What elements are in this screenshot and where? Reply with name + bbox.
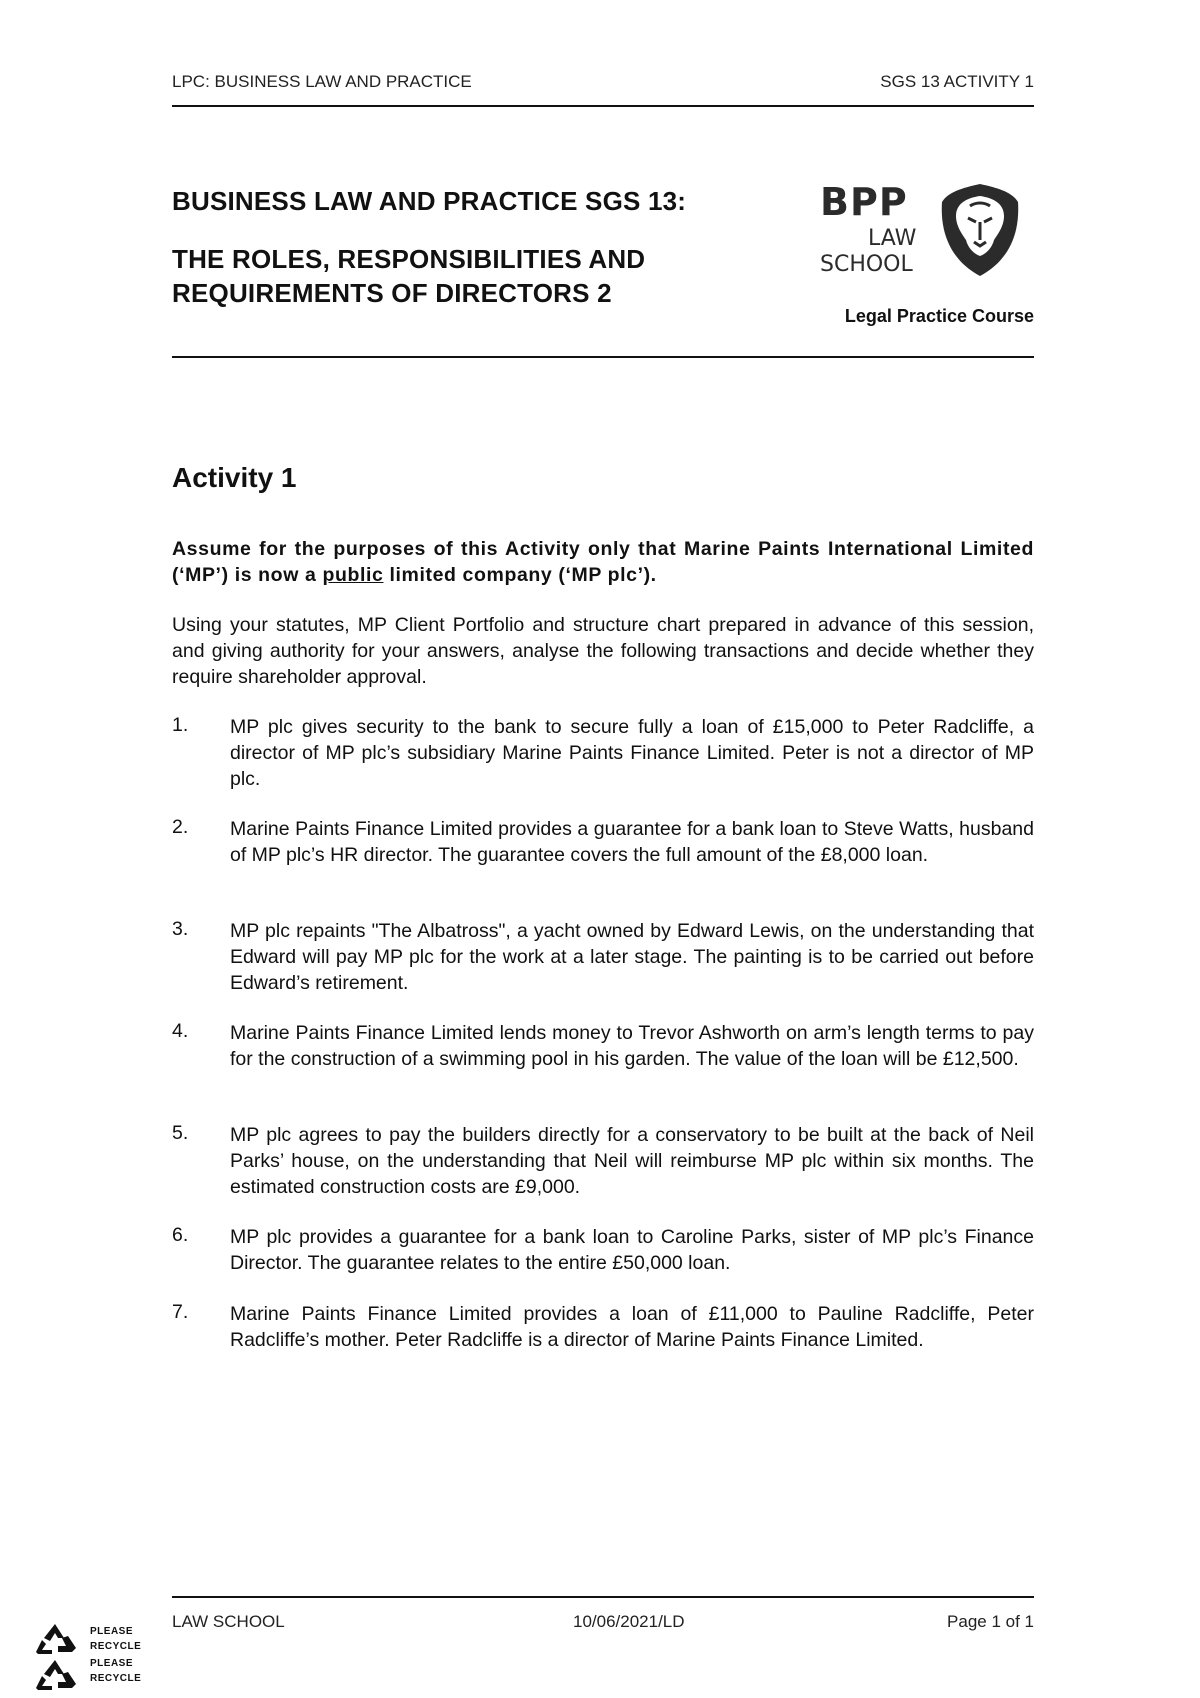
recycle-icon <box>32 1658 78 1692</box>
header-left: LPC: BUSINESS LAW AND PRACTICE <box>172 72 472 91</box>
recycle-text-3: PLEASE <box>90 1658 134 1669</box>
item-number: 2. <box>172 816 189 838</box>
header-right: SGS 13 ACTIVITY 1 <box>880 72 1034 91</box>
item-text: MP plc provides a guarantee for a bank loan to Caroline Parks, sister of MP plc’s Finance Director. The guarantee relates to the entire £50,000 loan. <box>230 1226 1034 1274</box>
title-line-2: THE ROLES, RESPONSIBILITIES AND <box>172 244 646 274</box>
intro-part-a: Assume for the purposes of this Activity only that Marine Paints International Limited (‘MP’) is now a <box>172 538 1034 586</box>
footer-left: LAW SCHOOL <box>172 1612 285 1631</box>
activity-instructions: Using your statutes, MP Client Portfolio and structure chart prepared in advance of this session, and giving authority for your answers, analyse the following transactions and decide whether they require shareholder approval. <box>172 614 1034 688</box>
intro-public: public <box>322 564 384 586</box>
title-rule <box>172 356 1034 358</box>
footer-center: 10/06/2021/LD <box>573 1612 685 1631</box>
recycle-mark <box>30 1620 160 1692</box>
item-text: Marine Paints Finance Limited provides a loan of £11,000 to Pauline Radcliffe, Peter Radcliffe’s mother. Peter Radcliffe is a director of Marine Paints Finance Limited. <box>230 1303 1034 1351</box>
recycle-text-2: RECYCLE <box>90 1641 142 1652</box>
item-number: 5. <box>172 1122 189 1144</box>
bpp-logo <box>820 180 1020 280</box>
activity-intro <box>172 536 1034 588</box>
item-number: 3. <box>172 918 189 940</box>
recycle-icon <box>32 1622 78 1656</box>
logo-caption: Legal Practice Course <box>844 306 1034 326</box>
footer-right: Page 1 of 1 <box>947 1612 1034 1631</box>
recycle-text-1: PLEASE <box>90 1626 134 1637</box>
item-number: 7. <box>172 1301 189 1323</box>
item-text: Marine Paints Finance Limited lends money to Trevor Ashworth on arm’s length terms to pay for the construction of a swimming pool in his garden. The value of the loan will be £12,500. <box>230 1022 1034 1070</box>
header-rule <box>172 105 1034 107</box>
item-number: 1. <box>172 714 189 736</box>
logo-school: SCHOOL <box>820 252 913 277</box>
item-text: MP plc agrees to pay the builders directly for a conservatory to be built at the back of Neil Parks’ house, on the understanding that Neil will reimburse MP plc within six months. The estimated construction costs are £9,000. <box>230 1124 1034 1198</box>
recycle-text-4: RECYCLE <box>90 1673 142 1684</box>
title-line-3: REQUIREMENTS OF DIRECTORS 2 <box>172 278 612 308</box>
item-number: 6. <box>172 1224 189 1246</box>
title-line-1: BUSINESS LAW AND PRACTICE SGS 13: <box>172 186 687 216</box>
logo-brand: BPP <box>820 180 908 224</box>
intro-part-b: limited company (‘MP plc’). <box>383 564 657 586</box>
item-text: MP plc gives security to the bank to secure fully a loan of £15,000 to Peter Radcliffe, a director of MP plc’s subsidiary Marine Paints Finance Limited. Peter is not a director of MP plc. <box>230 716 1034 790</box>
logo-law: LAW <box>868 226 917 251</box>
footer-rule <box>172 1596 1034 1598</box>
activity-heading: Activity 1 <box>172 462 297 493</box>
lion-shield-icon <box>940 182 1020 278</box>
item-text: Marine Paints Finance Limited provides a guarantee for a bank loan to Steve Watts, husband of MP plc’s HR director. The guarantee covers the full amount of the £8,000 loan. <box>230 818 1034 866</box>
item-text: MP plc repaints "The Albatross", a yacht owned by Edward Lewis, on the understanding that Edward will pay MP plc for the work at a later stage. The painting is to be carried out before Edward’s retirement. <box>230 920 1034 994</box>
item-number: 4. <box>172 1020 189 1042</box>
